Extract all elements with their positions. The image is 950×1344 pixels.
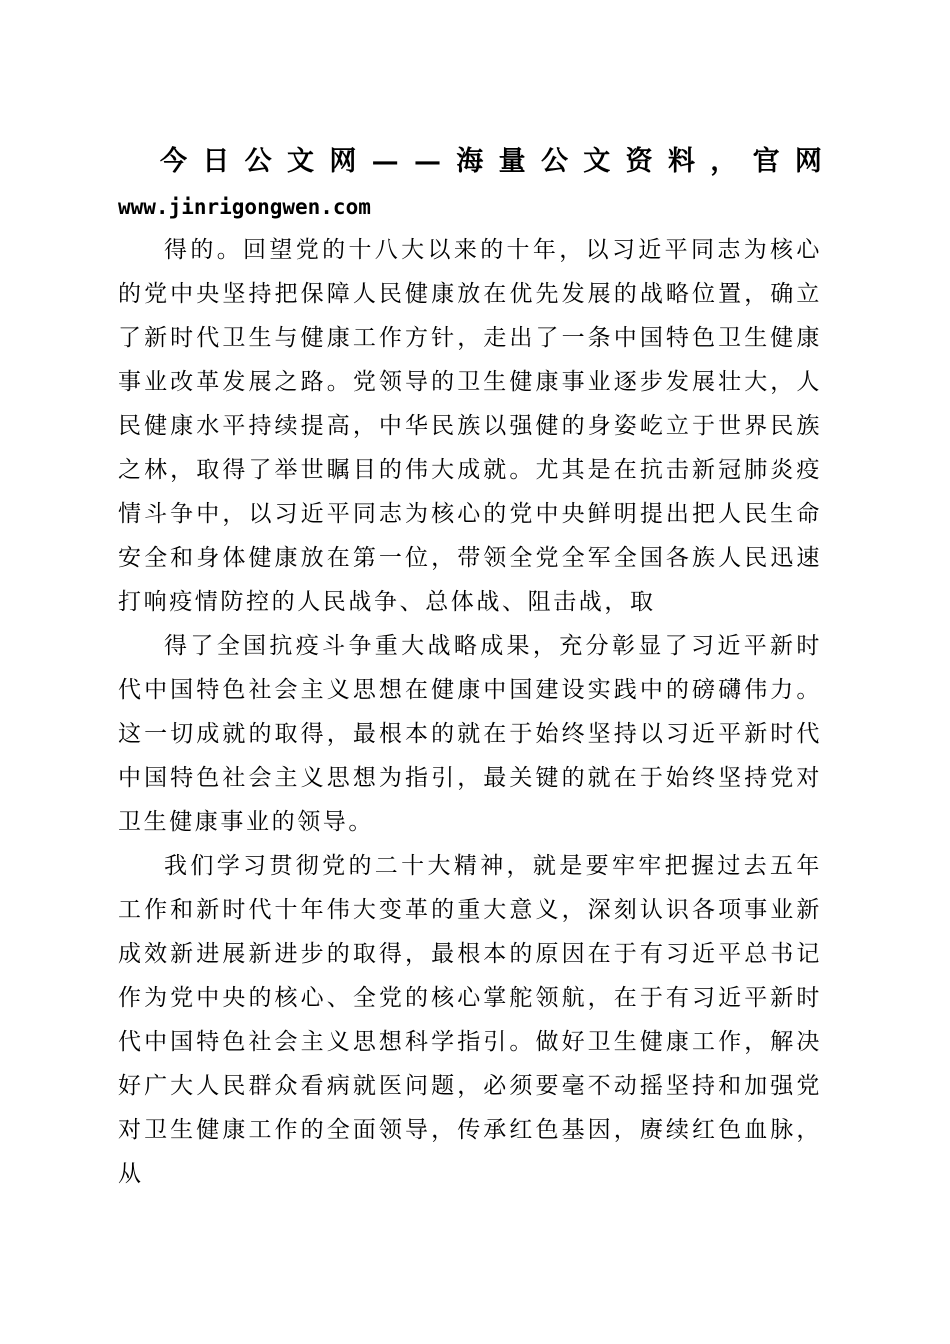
header-char: 网 xyxy=(329,146,357,177)
header-char: 今 xyxy=(160,146,187,177)
paragraph-2: 得了全国抗疫斗争重大战略成果，充分彰显了习近平新时代中国特色社会主义思想在健康中国建设实践中的磅礴伟力。这一切成就的取得，最根本的就在于始终坚持以习近平新时代中国特色社会主义思想为指引，最关键的就在于始终坚持党对卫生健康事业的领导。 xyxy=(118,633,822,835)
document-body xyxy=(118,228,822,1196)
document-header-title xyxy=(160,142,822,182)
header-char: — xyxy=(413,146,441,177)
header-char: 公 xyxy=(540,146,568,177)
header-char: 海 xyxy=(456,146,484,177)
header-char: 文 xyxy=(583,146,611,177)
header-char: — xyxy=(371,146,399,177)
header-char: 官 xyxy=(752,146,780,177)
header-char: 资 xyxy=(625,146,653,177)
paragraph-3: 我们学习贯彻党的二十大精神，就是要牢牢把握过去五年工作和新时代十年伟大变革的重大意义，深刻认识各项事业新成效新进展新进步的取得，最根本的原因在于有习近平总书记作为党中央的核心、全党的核心掌舵领航，在于有习近平新时代中国特色社会主义思想科学指引。做好卫生健康工作，解决好广大人民群众看病就医问题，必须要毫不动摇坚持和加强党对卫生健康工作的全面领导，传承红色基因，赓续红色血脉，从 xyxy=(118,853,822,1187)
document-header-url: www.jinrigongwen.com xyxy=(118,195,371,219)
header-char: 文 xyxy=(286,146,314,177)
header-char: 网 xyxy=(794,146,822,177)
paragraph-1: 得的。回望党的十八大以来的十年，以习近平同志为核心的党中央坚持把保障人民健康放在优先发展的战略位置，确立了新时代卫生与健康工作方针，走出了一条中国特色卫生健康事业改革发展之路。党领导的卫生健康事业逐步发展壮大，人民健康水平持续提高，中华民族以强健的身姿屹立于世界民族之林，取得了举世瞩目的伟大成就。尤其是在抗击新冠肺炎疫情斗争中，以习近平同志为核心的党中央鲜明提出把人民生命安全和身体健康放在第一位，带领全党全军全国各族人民迅速打响疫情防控的人民战争、总体战、阻击战，取 xyxy=(118,237,822,615)
header-char: 公 xyxy=(244,146,272,177)
header-char: 料 xyxy=(667,146,695,177)
header-char: 日 xyxy=(202,146,230,177)
header-char: ， xyxy=(710,146,738,177)
header-char: 量 xyxy=(498,146,526,177)
